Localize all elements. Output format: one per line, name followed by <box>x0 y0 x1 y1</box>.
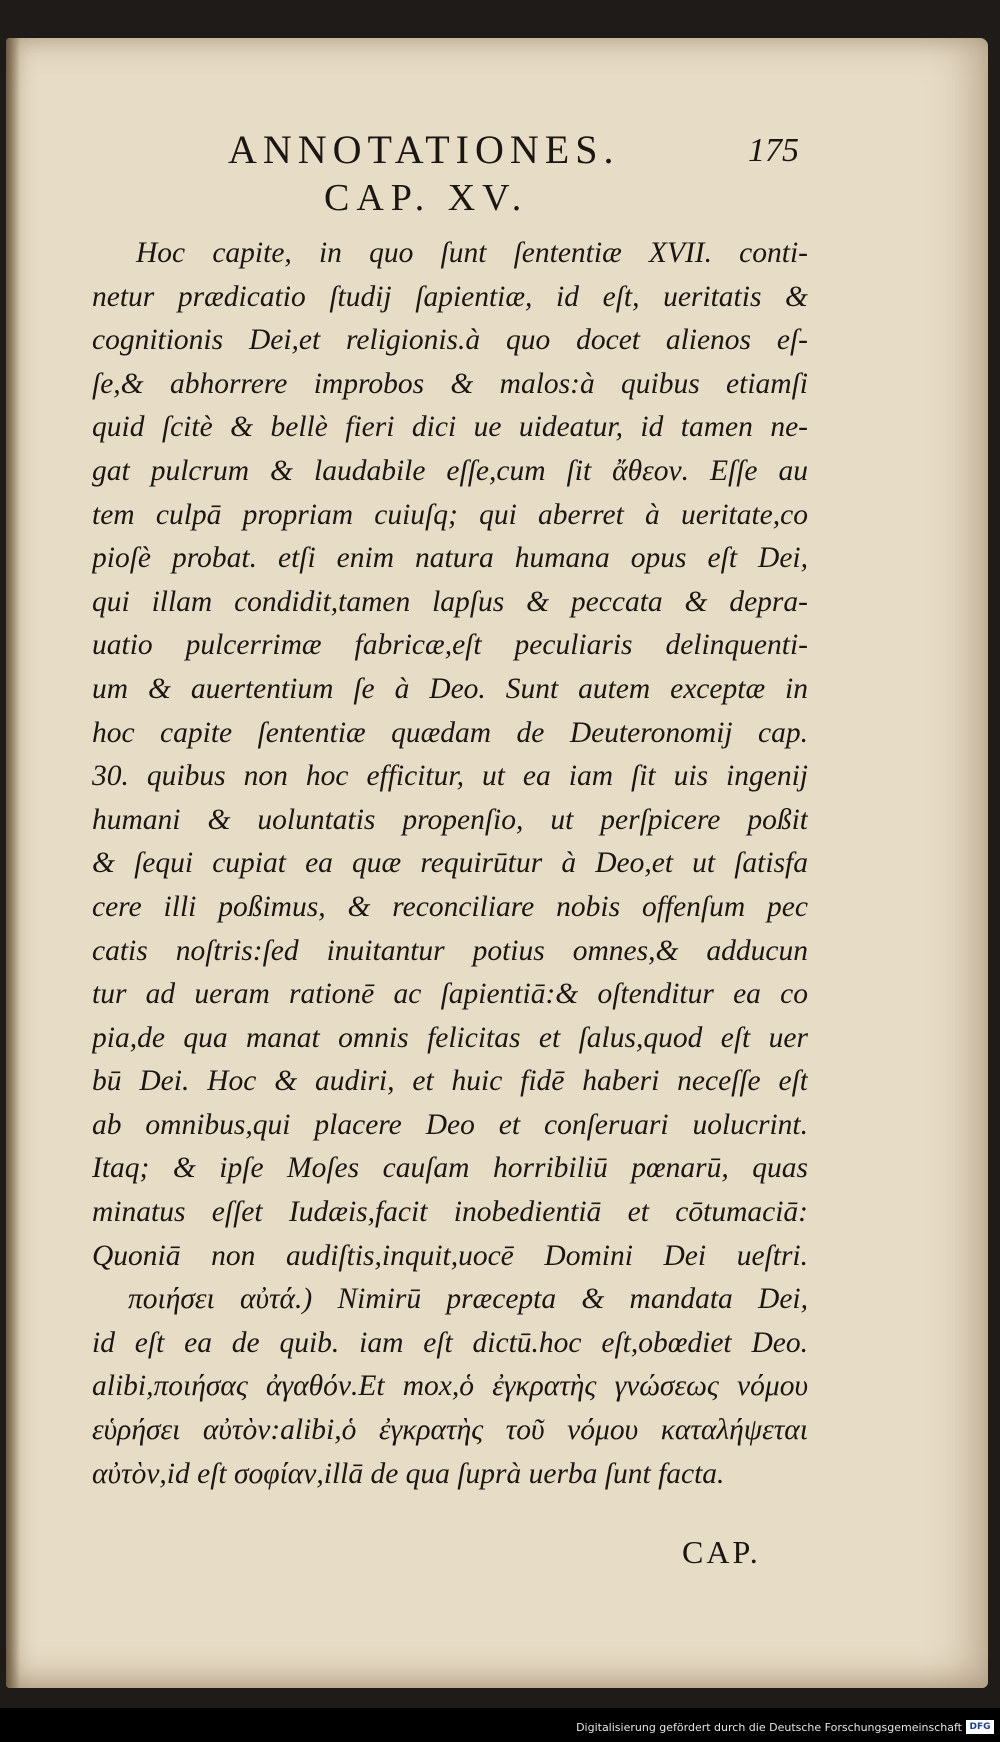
text-line: tem culpā propriam cuiuſq; qui aberret à ueritate,co <box>92 498 808 531</box>
text-line: αὐτὸν,id eſt σοφίαν,illā de qua ſuprà uerba ſunt facta. <box>92 1457 725 1490</box>
text-line: quid ſcitè & bellè fieri dici ue uideatur, id tamen ne- <box>92 411 808 444</box>
running-title: ANNOTATIONES. <box>228 127 620 172</box>
text-line: εὑρήσει αὐτὸν:alibi,ὁ ἐγκρατὴς τοῦ νόμου καταλήψεται <box>92 1414 808 1447</box>
text-line: hoc capite ſententiæ quædam de Deuteronomij cap. <box>92 716 808 749</box>
text-line: catis noſtris:ſed inuitantur potius omnes,& adducun <box>92 934 808 967</box>
text-line: netur prædicatio ſtudij ſapientiæ, id eſt, ueritatis & <box>92 280 808 313</box>
dfg-logo-icon: DFG <box>966 1720 994 1734</box>
text-line: gat pulcrum & laudabile eſſe,cum ſit ἄθεον. Eſſe au <box>92 454 808 487</box>
text-line: minatus eſſet Iudæis,facit inobedientiā et cōtumaciā: <box>92 1196 808 1229</box>
page-binding-edge <box>6 38 20 1688</box>
text-line: cognitionis Dei,et religionis.à quo docet alienos eſ- <box>92 324 808 357</box>
footer-credit: Digitalisierung gefördert durch die Deutsche Forschungsgemeinschaft <box>576 1721 962 1734</box>
text-line: cere illi poßimus, & reconciliare nobis offenſum pec <box>92 890 808 923</box>
text-line: pia,de qua manat omnis felicitas et ſalus,quod eſt uer <box>92 1021 808 1054</box>
text-line: alibi,ποιήσας ἀγαθόν.Et mox,ὁ ἐγκρατὴς γνώσεως νόμου <box>92 1370 808 1403</box>
body-text <box>92 232 808 1496</box>
text-line: 30. quibus non hoc efficitur, ut ea iam ſit uis ingenij <box>92 760 808 793</box>
chapter-title: CAP. XV. <box>324 177 529 219</box>
footer-bar <box>0 1708 1000 1742</box>
catchword: CAP. <box>682 1534 761 1570</box>
text-line: Itaq; & ipſe Moſes cauſam horribiliū pœnarū, quas <box>92 1152 808 1185</box>
text-line: um & auertentium ſe à Deo. Sunt autem exceptæ in <box>92 672 808 705</box>
text-line: & ſequi cupiat ea quæ requirūtur à Deo,et ut ſatisfa <box>92 847 808 880</box>
text-line: humani & uoluntatis propenſio, ut perſpicere poßit <box>92 803 808 836</box>
text-line: uatio pulcerrimæ fabricæ,eſt peculiaris delinquenti- <box>92 629 808 662</box>
page-number: 175 <box>748 132 799 169</box>
text-line: bū Dei. Hoc & audiri, et huic fidē haberi neceſſe eſt <box>92 1065 808 1098</box>
text-line: Hoc capite, in quo ſunt ſententiæ XVII. conti- <box>136 237 808 269</box>
text-line: Quoniā non audiſtis,inquit,uocē Domini Dei ueſtri. <box>92 1239 808 1272</box>
text-line: id eſt ea de quib. iam eſt dictū.hoc eſt,obœdiet Deo. <box>92 1326 808 1359</box>
text-line: ab omnibus,qui placere Deo et conſeruari uolucrint. <box>92 1108 808 1141</box>
book-page <box>6 38 988 1688</box>
text-line: pioſè probat. etſi enim natura humana opus eſt Dei, <box>92 542 808 575</box>
text-line: ſe,& abhorrere improbos & malos:à quibus etiamſi <box>92 367 808 400</box>
text-line: tur ad ueram rationē ac ſapientiā:& oſtenditur ea co <box>92 978 808 1011</box>
text-line: qui illam condidit,tamen lapſus & peccata & depra- <box>92 585 808 618</box>
text-line: ποιήσει αὐτά.) Nimirū præcepta & mandata Dei, <box>128 1283 808 1316</box>
